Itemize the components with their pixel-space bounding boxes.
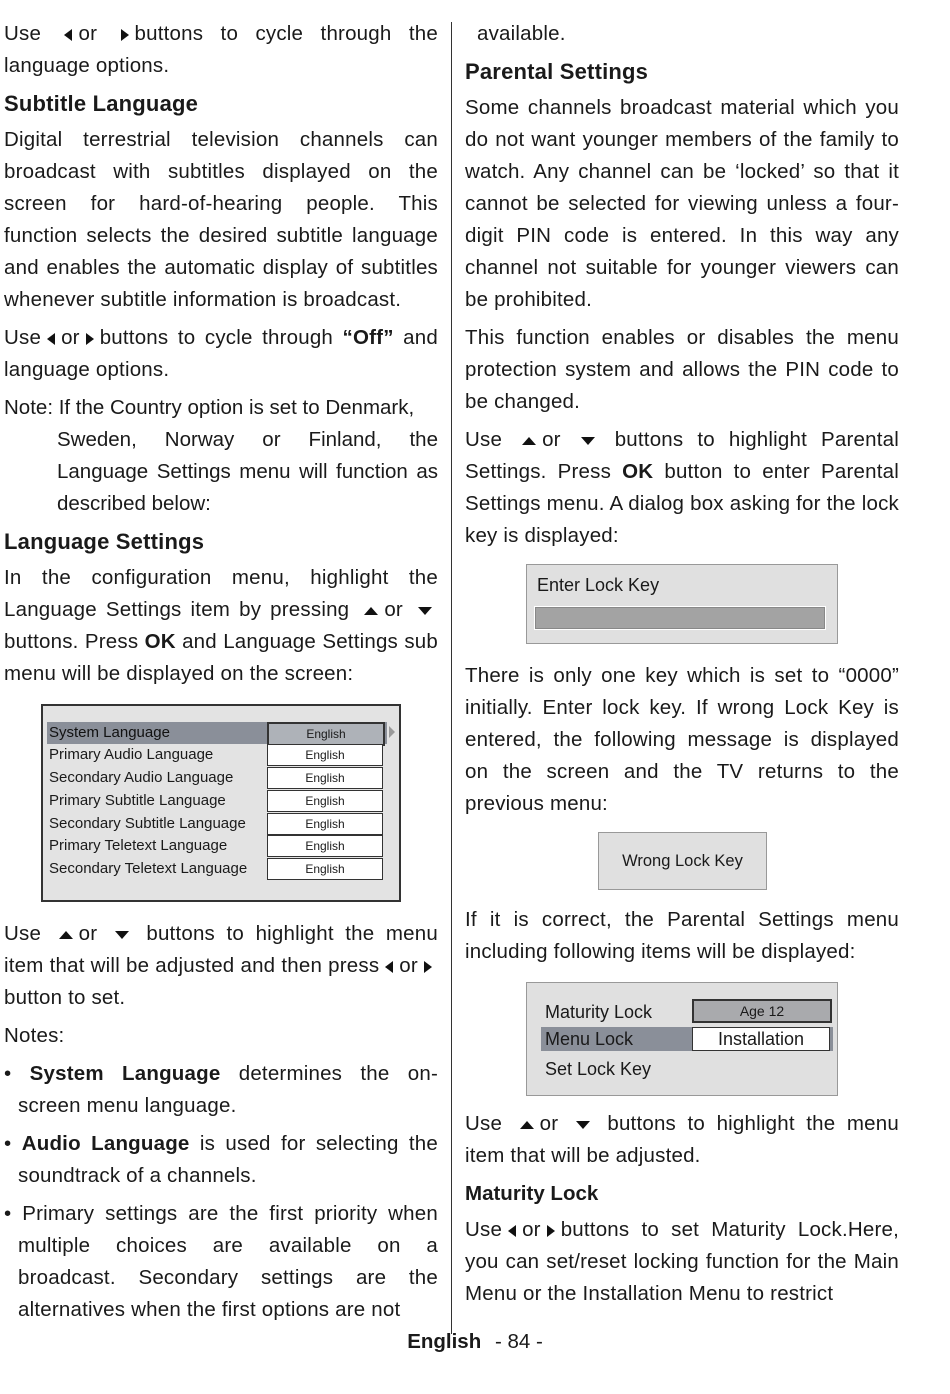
heading-language-settings: Language Settings <box>4 529 205 554</box>
right-arrow-icon <box>547 1225 555 1237</box>
notes-label: Notes: <box>4 1024 65 1047</box>
page-footer <box>0 1330 950 1354</box>
page-number: - 84 - <box>494 1330 543 1353</box>
right-column <box>465 18 899 1316</box>
paragraph-highlight-adjust: Use or buttons to highlight the menu item that will be adjusted and then press or button to set. <box>4 922 438 1009</box>
dialog-title: Enter Lock Key <box>537 575 660 595</box>
paragraph-correct-key: If it is correct, the Parental Settings menu including following items will be displayed: <box>465 908 899 963</box>
right-arrow-icon <box>86 333 94 345</box>
left-arrow-icon <box>47 333 55 345</box>
menu-row-menu-lock[interactable]: Menu Lock Installation <box>541 1027 833 1051</box>
up-arrow-icon <box>364 607 378 615</box>
left-arrow-icon <box>385 961 393 973</box>
paragraph-subtitle-cycle: Use or buttons to cycle through “Off” and language options. <box>4 326 438 381</box>
menu-row-primary-teletext[interactable]: Primary Teletext Language English <box>47 835 387 857</box>
maturity-lock-value: Age 12 <box>692 999 832 1023</box>
menu-row-maturity-lock[interactable]: Maturity Lock Age 12 <box>543 999 833 1023</box>
wrong-lock-key-message: Wrong Lock Key <box>598 832 767 890</box>
selection-arrow-icon <box>389 726 395 738</box>
down-arrow-icon <box>576 1121 590 1129</box>
heading-subtitle-language: Subtitle Language <box>4 91 199 116</box>
paragraph-language-settings: In the configuration menu, highlight the Language Settings item by pressing or buttons. Press OK and Language Settings sub menu will be displayed on the screen: <box>4 566 438 685</box>
up-arrow-icon <box>520 1121 534 1129</box>
menu-row-set-lock-key[interactable]: Set Lock Key <box>545 1059 652 1079</box>
heading-parental-settings: Parental Settings <box>465 59 649 84</box>
paragraph-highlight-parental: Use or buttons to highlight Parental Settings. Press OK button to enter Parental Settings menu. A dialog box asking for the lock key is displayed: <box>465 428 899 547</box>
paragraph-highlight-item: Use or buttons to highlight the menu item that will be adjusted. <box>465 1112 899 1167</box>
right-arrow-icon <box>121 29 129 41</box>
note-label: Note <box>4 396 48 419</box>
bullet-audio-language: • Audio Language is used for selecting the soundtrack of a channels. <box>4 1132 438 1187</box>
up-arrow-icon <box>59 931 73 939</box>
menu-row-secondary-audio[interactable]: Secondary Audio Language English <box>47 767 387 789</box>
column-divider <box>451 22 452 1334</box>
menu-row-primary-subtitle[interactable]: Primary Subtitle Language English <box>47 790 387 812</box>
lock-key-input[interactable] <box>534 606 826 630</box>
menu-row-secondary-teletext[interactable]: Secondary Teletext Language English <box>47 858 387 880</box>
paragraph-available: available. <box>477 22 566 45</box>
bullet-system-language: • System Language determines the on-screen menu language. <box>4 1062 438 1117</box>
down-arrow-icon <box>115 931 129 939</box>
menu-row-system-language[interactable]: System Language English <box>47 722 387 744</box>
right-arrow-icon <box>424 961 432 973</box>
note-hang: Sweden, Norway or Finland, the Language Settings menu will function as described below: <box>57 428 438 515</box>
paragraph-parental-desc: Some channels broadcast material which you do not want younger members of the family to watch. Any channel can be ‘locked’ so that it cannot be selected for viewing unless a four-digit PIN code is entered. In this way any channel not suitable for younger viewers can be prohibited. <box>465 96 899 311</box>
language-settings-menu <box>41 704 401 902</box>
menu-row-secondary-subtitle[interactable]: Secondary Subtitle Language English <box>47 813 387 835</box>
footer-language: English <box>407 1330 482 1353</box>
up-arrow-icon <box>522 437 536 445</box>
bullet-primary-settings: • Primary settings are the first priority when multiple choices are available on a broadcast. Secondary settings are the alternatives when the first options are not <box>4 1202 438 1321</box>
paragraph-lock-key-info: There is only one key which is set to “0000” initially. Enter lock key. If wrong Lock Key is entered, the following message is displayed on the screen and the TV returns to the previous menu: <box>465 664 899 815</box>
paragraph-maturity-lock: Use or buttons to set Maturity Lock.Here, you can set/reset locking function for the Main Menu or the Installation Menu to restrict <box>465 1218 899 1305</box>
enter-lock-key-dialog <box>526 564 838 644</box>
menu-lock-value: Installation <box>692 1027 830 1051</box>
paragraph-cycle-language: Use or buttons to cycle through the language options. <box>4 22 438 77</box>
parental-settings-menu <box>526 982 838 1096</box>
left-column <box>4 18 438 1332</box>
down-arrow-icon <box>581 437 595 445</box>
down-arrow-icon <box>418 607 432 615</box>
heading-maturity-lock: Maturity Lock <box>465 1182 599 1205</box>
paragraph-menu-protection: This function enables or disables the menu protection system and allows the PIN code to be changed. <box>465 326 899 413</box>
left-arrow-icon <box>64 29 72 41</box>
note-country: Note: If the Country option is set to Denmark, Sweden, Norway or Finland, the Language Settings menu will function as described below: <box>4 392 438 520</box>
left-arrow-icon <box>508 1225 516 1237</box>
menu-row-primary-audio[interactable]: Primary Audio Language English <box>47 744 387 766</box>
paragraph-subtitle-desc: Digital terrestrial television channels can broadcast with subtitles displayed on the screen for hard-of-hearing people. This function selects the desired subtitle language and enables the automatic display of subtitles whenever subtitle information is broadcast. <box>4 128 438 311</box>
